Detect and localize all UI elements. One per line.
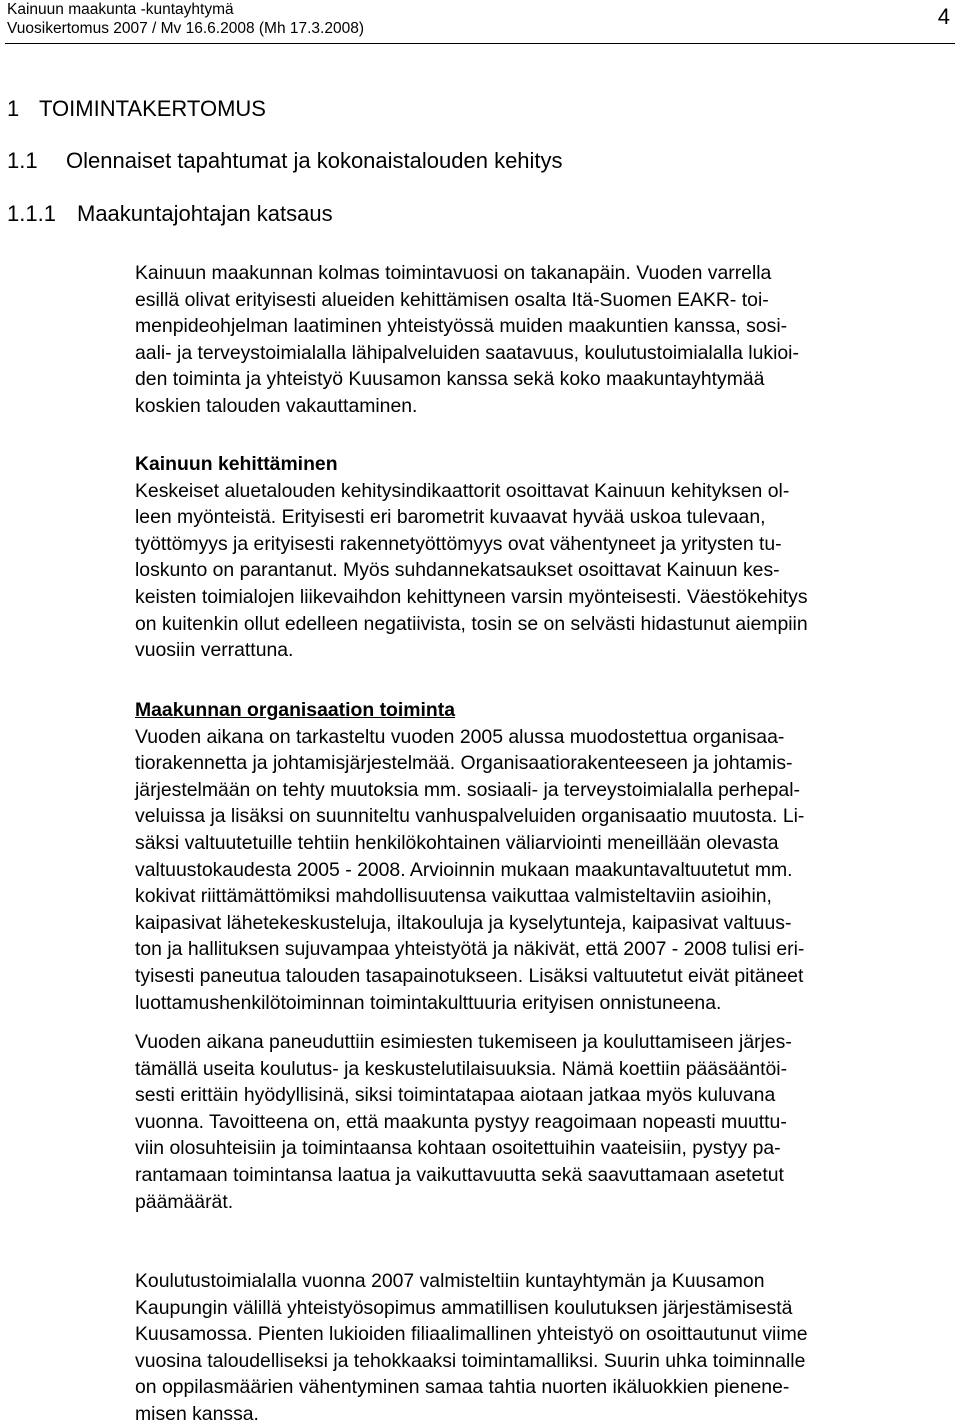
heading-2 [7,148,563,174]
text-line: päämäärät. [135,1190,234,1213]
text-line: luottamushenkilötoiminnan toimintakulttuuria erityisen onnistuneena. [135,991,722,1014]
text-line: rantamaan toimintansa laatua ja vaikuttavuutta sekä saavuttamaan asetetut [135,1163,784,1186]
text-line: tyisesti paneutua talouden tasapainotukseen. Lisäksi valtuutetut eivät pitäneet [135,964,804,987]
section-organisaation-toiminta [135,697,955,1016]
text-line: Vuoden aikana paneuduttiin esimiesten tukemiseen ja kouluttamiseen järjes- [135,1031,792,1053]
text-line: ton ja hallituksen sujuvampaa yhteistyötä ja näkivät, että 2007 - 2008 tulisi eri- [135,938,805,961]
section-title: Maakunnan organisaation toiminta [135,699,455,721]
heading-2-title: Olennaiset tapahtumat ja kokonaistalouden kehitys [66,148,563,173]
text-line: leen myönteistä. Erityisesti eri barometrit kuvaavat hyvää uskoa tulevaan, [135,506,766,529]
text-line: työttömyys ja erityisesti rakennetyöttömyys ovat vähentyneet ja yritysten tu- [135,532,782,555]
paragraph-koulutustoimiala [135,1268,955,1428]
section-title: Kainuun kehittäminen [135,453,338,475]
text-line: valtuustokaudesta 2005 - 2008. Arvioinnin mukaan maakuntavaltuutetut mm. [135,858,793,881]
text-line: järjestelmään on tehty muutoksia mm. sosiaali- ja terveystoimialalla perhepal- [135,778,800,801]
text-line: Kainuun maakunnan kolmas toimintavuosi on takanapäin. Vuoden varrella [135,262,772,284]
text-line: keisten toimialojen liikevaihdon kehittyneen varsin myönteisesti. Väestökehitys [135,585,808,608]
text-line: Kaupungin välillä yhteistyösopimus ammatillisen koulutuksen järjestämisestä [135,1296,793,1319]
paragraph-esimiesten-tukeminen [135,1029,955,1215]
text-line: säksi valtuutetuille tehtiin henkilökohtainen väliarviointi meneillään olevasta [135,831,779,854]
text-line: on oppilasmäärien vähentyminen samaa tahtia nuorten ikäluokkien pienene- [135,1376,790,1399]
heading-1-title: TOIMINTAKERTOMUS [39,96,266,121]
section-kainuun-kehittaminen [135,451,955,664]
text-line: vuonna. Tavoitteena on, että maakunta pystyy reagoimaan nopeasti muuttu- [135,1110,787,1133]
text-line: misen kanssa. [135,1402,259,1425]
header-report: Vuosikertomus 2007 / Mv 16.6.2008 (Mh 17.3.2008) [7,20,364,37]
heading-3 [7,201,333,227]
text-line: sesti erittäin hyödyllisinä, siksi toimintatapaa aiotaan jatkaa myös kuluvana [135,1084,776,1107]
text-line: vuosina taloudelliseksi ja tehokkaaksi toimintamalliksi. Suurin uhka toiminnalle [135,1349,806,1372]
text-line: kokivat riittämättömiksi mahdollisuutensa vaikuttaa valmisteltaviin asioihin, [135,885,772,908]
header-org: Kainuun maakunta -kuntayhtymä [7,1,234,18]
text-line: esillä olivat erityisesti alueiden kehittämisen osalta Itä-Suomen EAKR- toi- [135,288,769,311]
text-line: kaipasivat lähetekeskusteluja, iltakouluja ja kyselytunteja, kaipasivat valtuus- [135,911,792,934]
text-line: Kuusamossa. Pienten lukioiden filiaalimallinen yhteistyö on osoittautunut viime [135,1323,808,1346]
text-line: viin olosuhteisiin ja toimintaansa kohtaan osoitettuihin vaateisiin, pystyy pa- [135,1137,781,1160]
text-line: den toiminta ja yhteistyö Kuusamon kanssa sekä koko maakuntayhtymää [135,368,765,391]
page-number: 4 [937,4,950,29]
text-line: Koulutustoimialalla vuonna 2007 valmisteltiin kuntayhtymän ja Kuusamon [135,1270,765,1292]
text-line: menpideohjelman laatiminen yhteistyössä muiden maakuntien kanssa, sosi- [135,315,788,338]
heading-1 [7,96,266,122]
text-line: vuosiin verrattuna. [135,639,294,662]
header-divider [5,43,955,44]
heading-3-title: Maakuntajohtajan katsaus [77,201,333,226]
text-line: tämällä useita koulutus- ja keskustelutilaisuuksia. Nämä koettiin pääsääntöi- [135,1057,788,1080]
running-header [7,0,364,38]
text-line: tiorakennetta ja johtamisjärjestelmää. Organisaatiorakenteeseen ja johtamis- [135,752,793,775]
text-line: Vuoden aikana on tarkasteltu vuoden 2005 alussa muodostettua organisaa- [135,725,785,748]
intro-paragraph [135,260,955,420]
text-line: Keskeiset aluetalouden kehitysindikaattorit osoittavat Kainuun kehityksen ol- [135,479,790,502]
text-line: loskunto on parantanut. Myös suhdannekatsaukset osoittavat Kainuun kes- [135,559,780,582]
text-line: aali- ja terveystoimialalla lähipalveluiden saatavuus, koulutustoimialalla lukioi- [135,341,799,364]
heading-2-number: 1.1 [7,148,38,173]
text-line: koskien talouden vakauttaminen. [135,394,418,417]
text-line: on kuitenkin ollut edelleen negatiivista, tosin se on selvästi hidastunut aiempiin [135,612,808,635]
heading-1-number: 1 [7,96,20,121]
heading-3-number: 1.1.1 [7,201,56,226]
text-line: veluissa ja lisäksi on suunniteltu vanhuspalveluiden organisaatio muutosta. Li- [135,805,805,828]
